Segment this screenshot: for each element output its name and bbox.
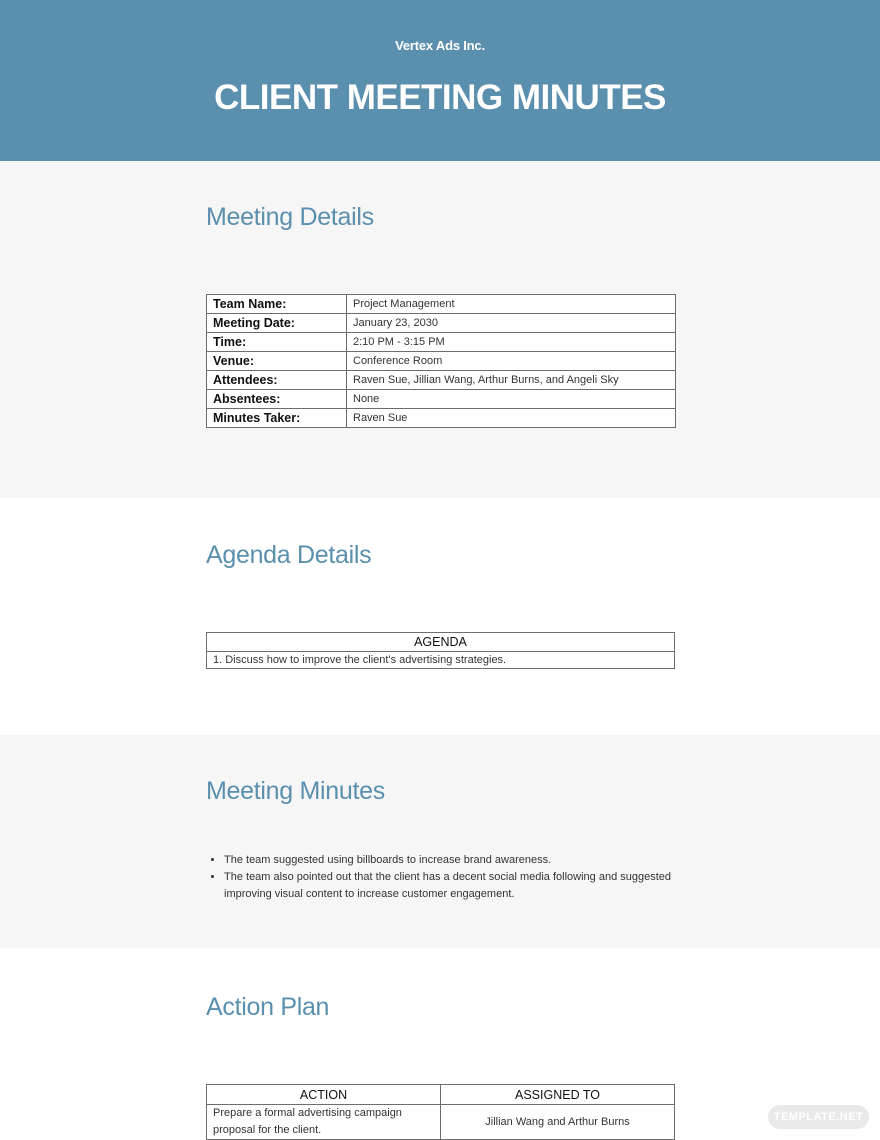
meeting-details-table — [206, 294, 676, 428]
action-plan-table — [206, 1084, 675, 1140]
action-plan-heading: Action Plan — [206, 993, 330, 1021]
agenda-table — [206, 632, 675, 669]
table-row — [207, 1105, 675, 1140]
table-row — [207, 295, 676, 314]
detail-label: Time: — [207, 333, 347, 352]
detail-value: None — [347, 390, 676, 409]
action-cell: Prepare a formal advertising campaign proposal for the client. — [207, 1105, 441, 1140]
agenda-details-heading: Agenda Details — [206, 541, 372, 569]
document-header — [0, 0, 880, 161]
detail-value: Raven Sue — [347, 409, 676, 428]
table-row — [207, 371, 676, 390]
table-row — [207, 352, 676, 371]
list-item: • The team suggested using billboards to increase brand awareness. — [224, 852, 694, 869]
meeting-details-heading: Meeting Details — [206, 203, 374, 231]
action-column-header: ACTION — [207, 1085, 441, 1105]
detail-value: Raven Sue, Jillian Wang, Arthur Burns, and Angeli Sky — [347, 371, 676, 390]
detail-label: Minutes Taker: — [207, 409, 347, 428]
template-watermark: TEMPLATE.NET — [768, 1105, 869, 1129]
agenda-details-section — [0, 498, 880, 735]
table-row — [207, 390, 676, 409]
company-name: Vertex Ads Inc. — [395, 38, 485, 53]
table-row — [207, 409, 676, 428]
table-row — [207, 652, 675, 669]
detail-label: Absentees: — [207, 390, 347, 409]
detail-value: January 23, 2030 — [347, 314, 676, 333]
agenda-item: 1. Discuss how to improve the client's advertising strategies. — [207, 652, 675, 669]
detail-label: Venue: — [207, 352, 347, 371]
detail-value: Project Management — [347, 295, 676, 314]
assigned-cell: Jillian Wang and Arthur Burns — [441, 1105, 675, 1140]
table-header-row — [207, 633, 675, 652]
detail-value: Conference Room — [347, 352, 676, 371]
table-row — [207, 333, 676, 352]
meeting-minutes-heading: Meeting Minutes — [206, 777, 385, 805]
detail-label: Team Name: — [207, 295, 347, 314]
minutes-list — [206, 852, 694, 903]
detail-label: Meeting Date: — [207, 314, 347, 333]
list-item: • The team also pointed out that the client has a decent social media following and suggested improving visual content to increase customer engagement. — [224, 869, 694, 903]
table-header-row — [207, 1085, 675, 1105]
table-row — [207, 314, 676, 333]
assigned-column-header: ASSIGNED TO — [441, 1085, 675, 1105]
detail-label: Attendees: — [207, 371, 347, 390]
meeting-minutes-section — [0, 735, 880, 948]
detail-value: 2:10 PM - 3:15 PM — [347, 333, 676, 352]
agenda-column-header: AGENDA — [207, 633, 675, 652]
document-title: CLIENT MEETING MINUTES — [214, 78, 666, 117]
